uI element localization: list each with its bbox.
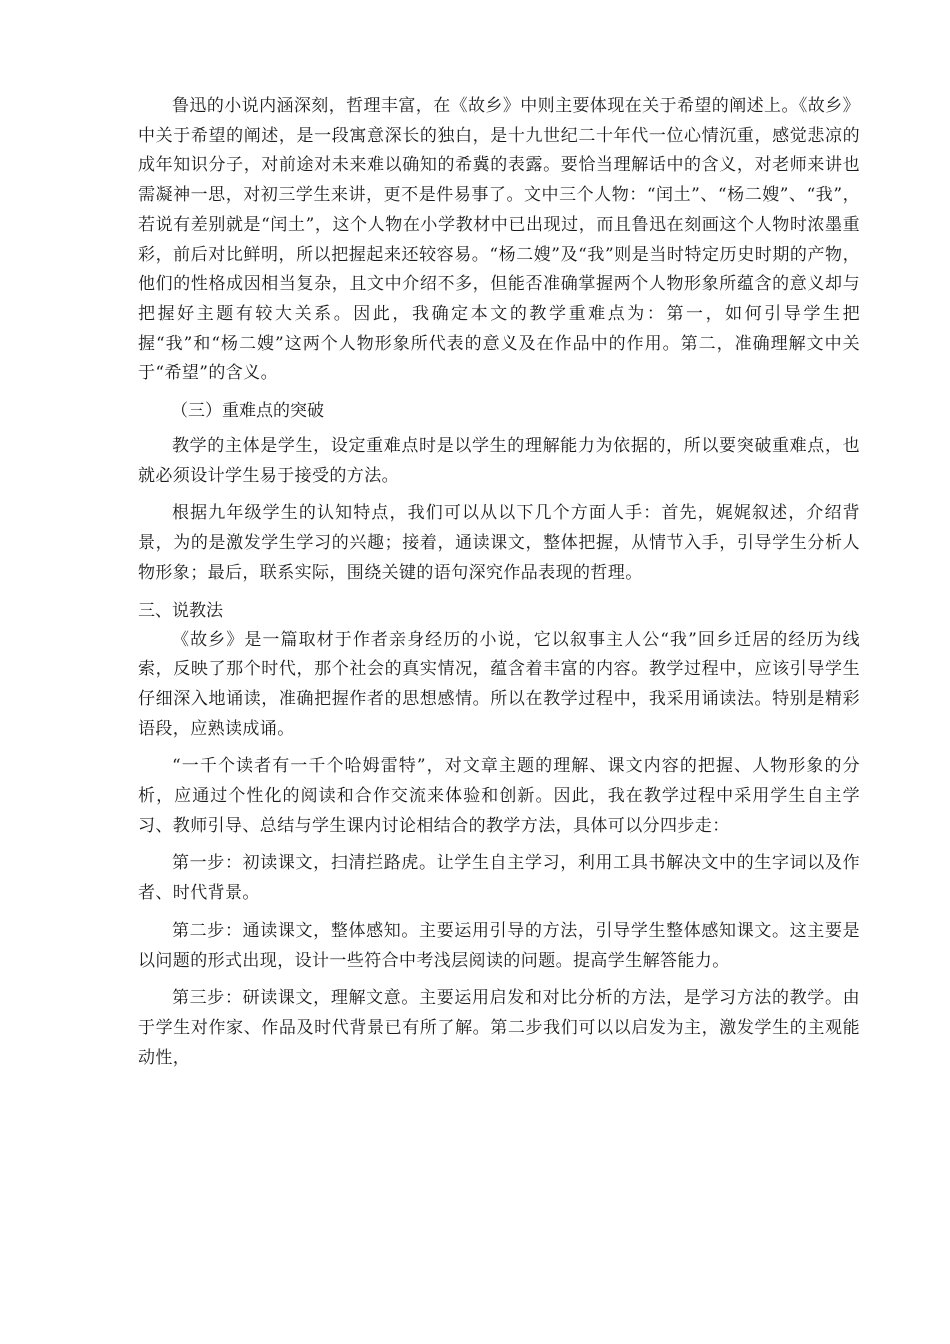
paragraph-hope-analysis: 鲁迅的小说内涵深刻，哲理丰富，在《故乡》中则主要体现在关于希望的阐述上。《故乡》中关于希望的阐述，是一段寓意深长的独白，是十九世纪二十年代一位心情沉重，感觉悲凉的成年知识分子，对前途对未来难以确知的希冀的表露。要恰当理解话中的含义，对老师来讲也需凝神一思，对初三学生来讲，更不是件易事了。文中三个人物：“闰土”、“杨二嫂”、“我”，若说有差别就是“闰土”，这个人物在小学教材中已出现过，而且鲁迅在刻画这个人物时浓墨重彩，前后对比鲜明，所以把握起来还较容易。“杨二嫂”及“我”则是当时特定历史时期的产物，他们的性格成因相当复杂，且文中介绍不多，但能否准确掌握两个人物形象所蕴含的意义却与把握好主题有较大关系。因此，我确定本文的教学重难点为：第一，如何引导学生把握“我”和“杨二嫂”这两个人物形象所代表的意义及在作品中的作用。第二，准确理解文中关于“希望”的含义。 xyxy=(138,96,860,384)
document-body xyxy=(138,92,860,1073)
paragraph-step-three: 第三步：研读课文，理解文意。主要运用启发和对比分析的方法，是学习方法的教学。由于学生对作家、作品及时代背景已有所了解。第二步我们可以以启发为主，激发学生的主观能动性， xyxy=(138,988,860,1068)
section-heading-breakthrough: （三）重难点的突破 xyxy=(171,401,324,422)
section-heading-teaching-method: 三、说教法 xyxy=(138,600,223,621)
paragraph-step-two: 第二步：通读课文，整体感知。主要运用引导的方法，引导学生整体感知课文。这主要是以问题的形式出现，设计一些符合中考浅层阅读的问题。提高学生解答能力。 xyxy=(138,920,860,971)
paragraph-step-one: 第一步：初读课文，扫清拦路虎。让学生自主学习，利用工具书解决文中的生字词以及作者、时代背景。 xyxy=(138,853,860,904)
paragraph-teaching-subject: 教学的主体是学生，设定重难点时是以学生的理解能力为依据的，所以要突破重难点，也就必须设计学生易于接受的方法。 xyxy=(138,436,860,486)
paragraph-cognitive-approach: 根据九年级学生的认知特点，我们可以从以下几个方面人手：首先，娓娓叙述，介绍背景，为的是激发学生学习的兴趣；接着，通读课文，整体把握，从情节入手，引导学生分析人物形象；最后，联系实际，围绕关键的语句深究作品表现的哲理。 xyxy=(138,503,860,583)
paragraph-four-steps: “一千个读者有一千个哈姆雷特”，对文章主题的理解、课文内容的把握、人物形象的分析，应通过个性化的阅读和合作交流来体验和创新。因此，我在教学过程中采用学生自主学习、教师引导、总结与学生课内讨论相结合的教学方法，具体可以分四步走： xyxy=(138,756,860,836)
paragraph-recitation-method: 《故乡》是一篇取材于作者亲身经历的小说，它以叙事主人公“我”回乡迁居的经历为线索，反映了那个时代，那个社会的真实情况，蕴含着丰富的内容。教学过程中，应该引导学生仔细深入地诵读，准确把握作者的思想感情。所以在教学过程中，我采用诵读法。特别是精彩语段，应熟读成诵。 xyxy=(138,629,860,739)
